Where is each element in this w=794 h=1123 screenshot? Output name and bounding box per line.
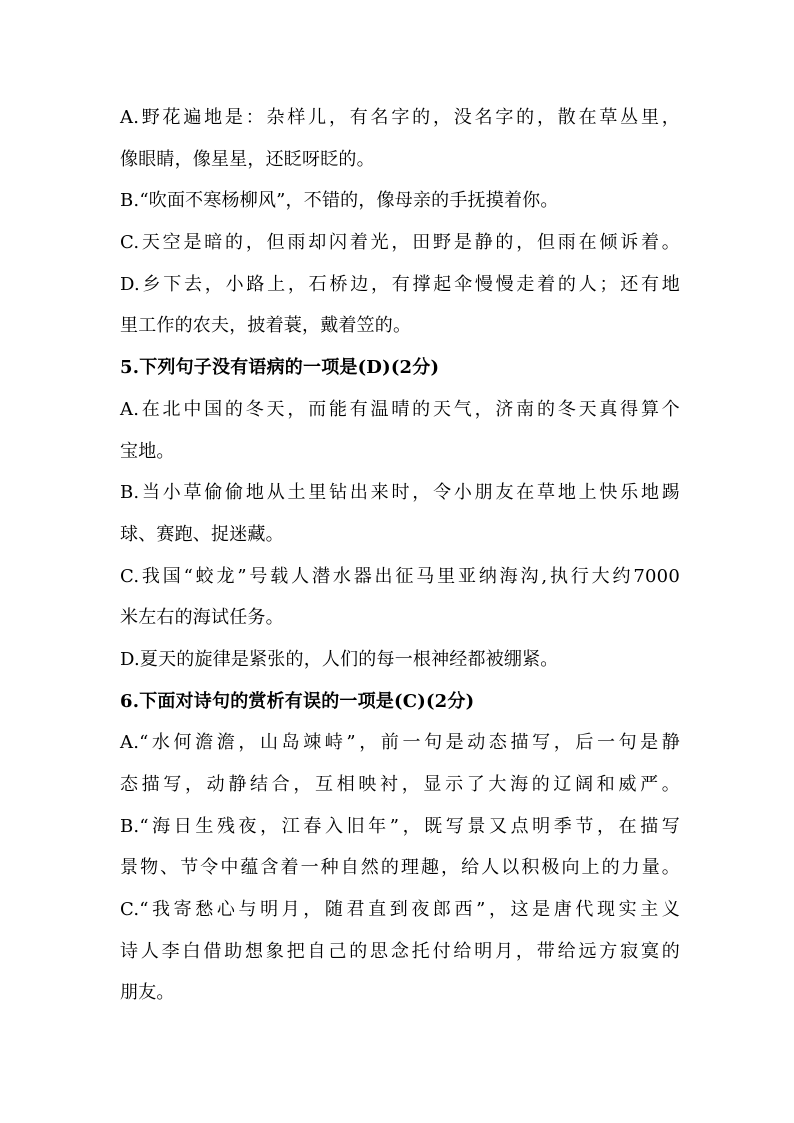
q6-option-c-line-1: C.“我寄愁心与明月，随君直到夜郎西”，这是唐代现实主义 xyxy=(120,899,680,921)
q4-option-a-line-2: 像眼睛，像星星，还眨呀眨的。 xyxy=(120,148,375,170)
q5-option-d: D.夏天的旋律是紧张的，人们的每一根神经都被绷紧。 xyxy=(120,648,559,670)
q5-option-c-line-2: 米左右的海试任务。 xyxy=(120,607,284,629)
q6-option-b-line-2: 景物、节令中蕴含着一种自然的理趣，给人以积极向上的力量。 xyxy=(120,857,680,879)
document-body xyxy=(120,97,680,1014)
q6-option-c-line-3: 朋友。 xyxy=(120,982,175,1004)
q5-option-c-line-1: C.我国“蛟龙”号载人潜水器出征马里亚纳海沟,执行大约7000 xyxy=(120,565,680,587)
q5-option-a-line-2: 宝地。 xyxy=(120,440,175,462)
question-6-heading: 6.下面对诗句的赏析有误的一项是(C)(2分) xyxy=(120,690,475,712)
q6-option-a-line-1: A.“水何澹澹，山岛竦峙”，前一句是动态描写，后一句是静 xyxy=(120,732,680,754)
q4-option-d-line-2: 里工作的农夫，披着蓑，戴着笠的。 xyxy=(120,315,412,337)
q5-option-b-line-1: B.当小草偷偷地从土里钻出来时，令小朋友在草地上快乐地踢 xyxy=(120,482,680,504)
q4-option-a-line-1: A.野花遍地是：杂样儿，有名字的，没名字的，散在草丛里， xyxy=(120,107,680,128)
q5-option-a-line-1: A.在北中国的冬天，而能有温晴的天气，济南的冬天真得算个 xyxy=(120,398,680,420)
q6-option-b-line-1: B.“海日生残夜，江春入旧年”，既写景又点明季节，在描写 xyxy=(120,815,680,837)
q4-option-c: C.天空是暗的，但雨却闪着光，田野是静的，但雨在倾诉着。 xyxy=(120,232,680,254)
q4-option-d-line-1: D.乡下去，小路上，石桥边，有撑起伞慢慢走着的人；还有地 xyxy=(120,273,680,295)
q6-option-a-line-2: 态描写，动静结合，互相映衬，显示了大海的辽阔和威严。 xyxy=(120,774,680,795)
question-5-heading: 5.下列句子没有语病的一项是(D)(2分) xyxy=(120,357,440,379)
q4-option-b: B.“吹面不寒杨柳风”，不错的，像母亲的手抚摸着你。 xyxy=(120,190,559,212)
q5-option-b-line-2: 球、赛跑、捉迷藏。 xyxy=(120,523,284,545)
q6-option-c-line-2: 诗人李白借助想象把自己的思念托付给明月，带给远方寂寞的 xyxy=(120,940,680,962)
